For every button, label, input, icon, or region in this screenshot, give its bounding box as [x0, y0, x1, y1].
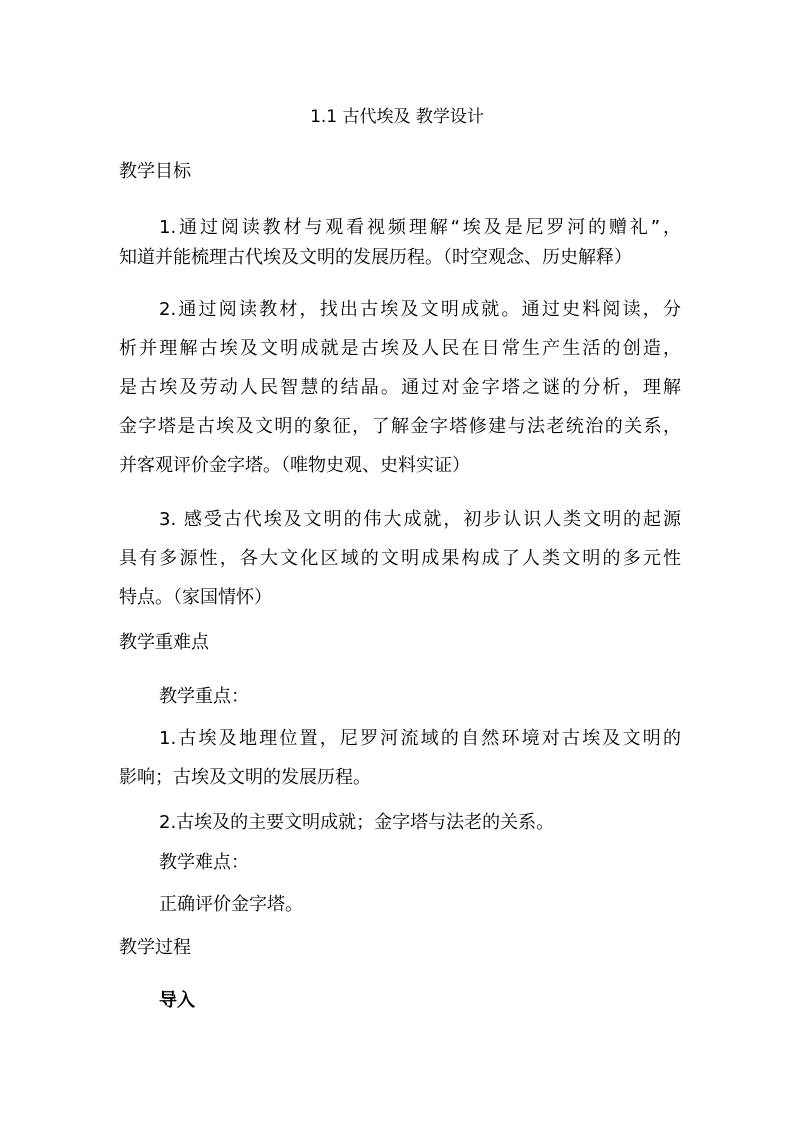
objective-2-line-3: 是古埃及劳动人民智慧的结晶。通过对金字塔之谜的分析，理解 [119, 377, 681, 398]
objective-1-line-1: 1.通过阅读教材与观看视频理解“埃及是尼罗河的赠礼”， [159, 217, 681, 238]
key-point-1-line-2: 影响；古埃及文明的发展历程。 [119, 767, 371, 788]
section-heading-keypoints: 教学重难点 [119, 632, 209, 653]
objective-2-line-2: 析并理解古埃及文明成就是古埃及人民在日常生产生活的创造， [119, 338, 681, 359]
key-point-1 [119, 724, 681, 793]
section-heading-process: 教学过程 [119, 937, 191, 958]
intro-heading: 导入 [159, 990, 195, 1011]
key-point-1-line-1: 1.古埃及地理位置，尼罗河流域的自然环境对古埃及文明的 [159, 728, 681, 749]
objective-3-line-1: 3. 感受古代埃及文明的伟大成就，初步认识人类文明的起源 [159, 509, 681, 530]
objective-3-line-3: 特点。（家国情怀） [119, 587, 272, 608]
document-title: 1.1 古代埃及 教学设计 [310, 107, 484, 127]
objective-3-line-2: 具有多源性，各大文化区域的文明成果构成了人类文明的多元性 [119, 548, 681, 569]
difficulty-text: 正确评价金字塔。 [159, 894, 303, 915]
objective-1 [119, 213, 681, 273]
objective-2 [119, 295, 681, 481]
difficulty-heading: 教学难点： [159, 852, 249, 873]
key-points-heading: 教学重点： [159, 686, 249, 707]
objective-2-line-4: 金字塔是古埃及文明的象征，了解金字塔修建与法老统治的关系， [119, 416, 681, 437]
section-heading-objectives: 教学目标 [119, 161, 191, 182]
key-point-2: 2.古埃及的主要文明成就；金字塔与法老的关系。 [159, 812, 555, 833]
objective-2-line-5: 并客观评价金字塔。（唯物史观、史料实证） [119, 455, 470, 476]
objective-3 [119, 505, 681, 613]
objective-1-line-2: 知道并能梳理古代埃及文明的发展历程。（时空观念、历史解释） [119, 247, 632, 268]
objective-2-line-1: 2.通过阅读教材，找出古埃及文明成就。通过史料阅读，分 [159, 299, 681, 320]
